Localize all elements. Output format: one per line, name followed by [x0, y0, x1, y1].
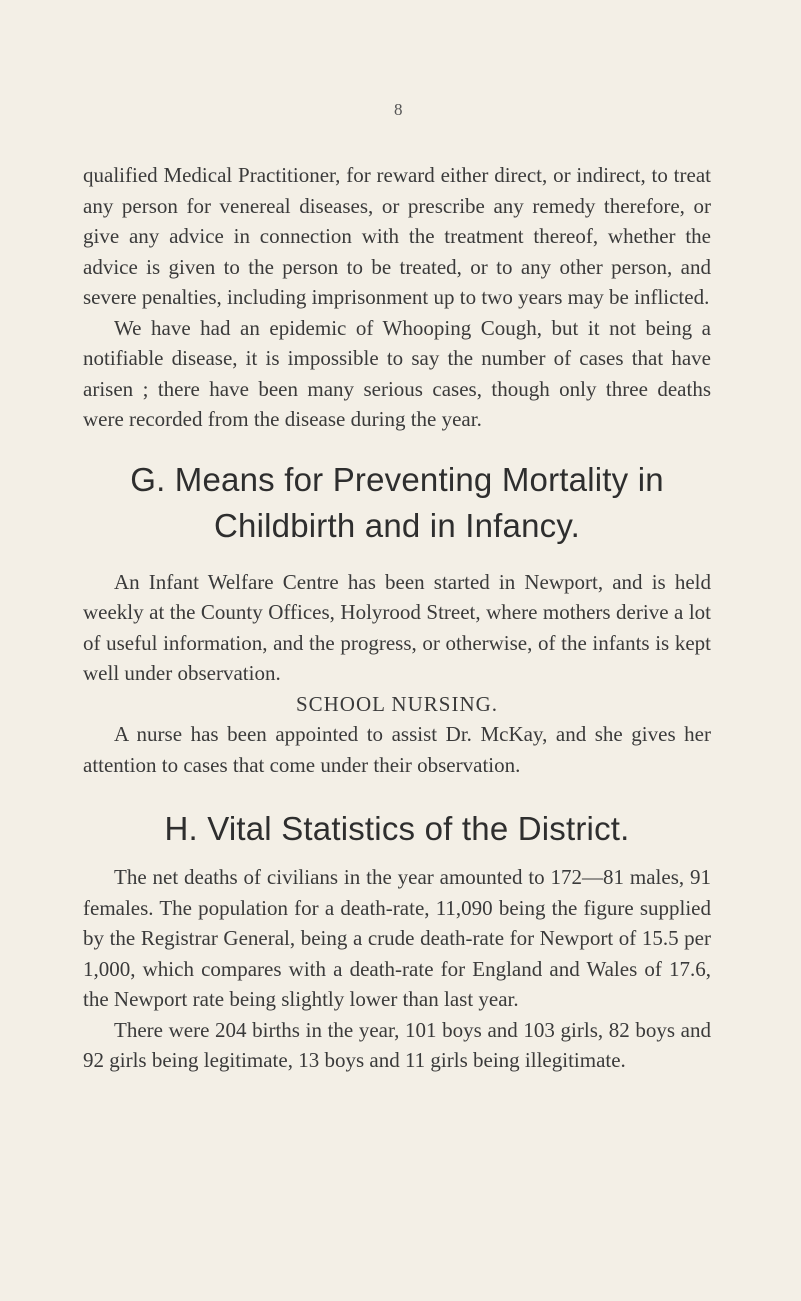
section-heading-g: G. Means for Preventing Mortality in Childbirth and in Infancy. [130, 460, 664, 544]
section-heading-h: H. Vital Statistics of the District. [164, 810, 630, 847]
page-number: 8 [394, 100, 403, 119]
subheading-school-nursing: SCHOOL NURSING. [295, 691, 499, 716]
paragraph-school-nurse: A nurse has been appointed to assist Dr. McKay, and she gives her attention to cases that come under their observation. [83, 722, 711, 777]
paragraph-birth-statistics: There were 204 births in the year, 101 boys and 103 girls, 82 boys and 92 girls being legitimate, 13 boys and 11 girls being illegitimate. [83, 1017, 711, 1072]
page-body [83, 160, 711, 1076]
paragraph-venereal-diseases: qualified Medical Practitioner, for reward either direct, or indirect, to treat any person for venereal diseases, or prescribe any remedy therefore, or give any advice in connection with the treatment thereof, whether the advice is given to the person to be treated, or to any other person, and severe penalties, including imprisonment up to two years may be inflicted. [83, 163, 711, 309]
paragraph-death-statistics: The net deaths of civilians in the year amounted to 172—81 males, 91 females. The population for a death-rate, 11,090 being the figure supplied by the Registrar General, being a crude death-rate for Newport of 15.5 per 1,000, which compares with a death-rate for England and Wales of 17.6, the Newport rate being slightly lower than last year. [83, 865, 711, 1011]
paragraph-infant-welfare: An Infant Welfare Centre has been started in Newport, and is held weekly at the County Offices, Holyrood Street, where mothers derive a lot of useful information, and the progress, or otherwise, of the infants is kept well under observation. [83, 569, 711, 685]
paragraph-whooping-cough: We have had an epidemic of Whooping Cough, but it not being a notifiable disease, it is impossible to say the number of cases that have arisen ; there have been many serious cases, though only three deaths were recorded from the disease during the year. [83, 315, 711, 431]
